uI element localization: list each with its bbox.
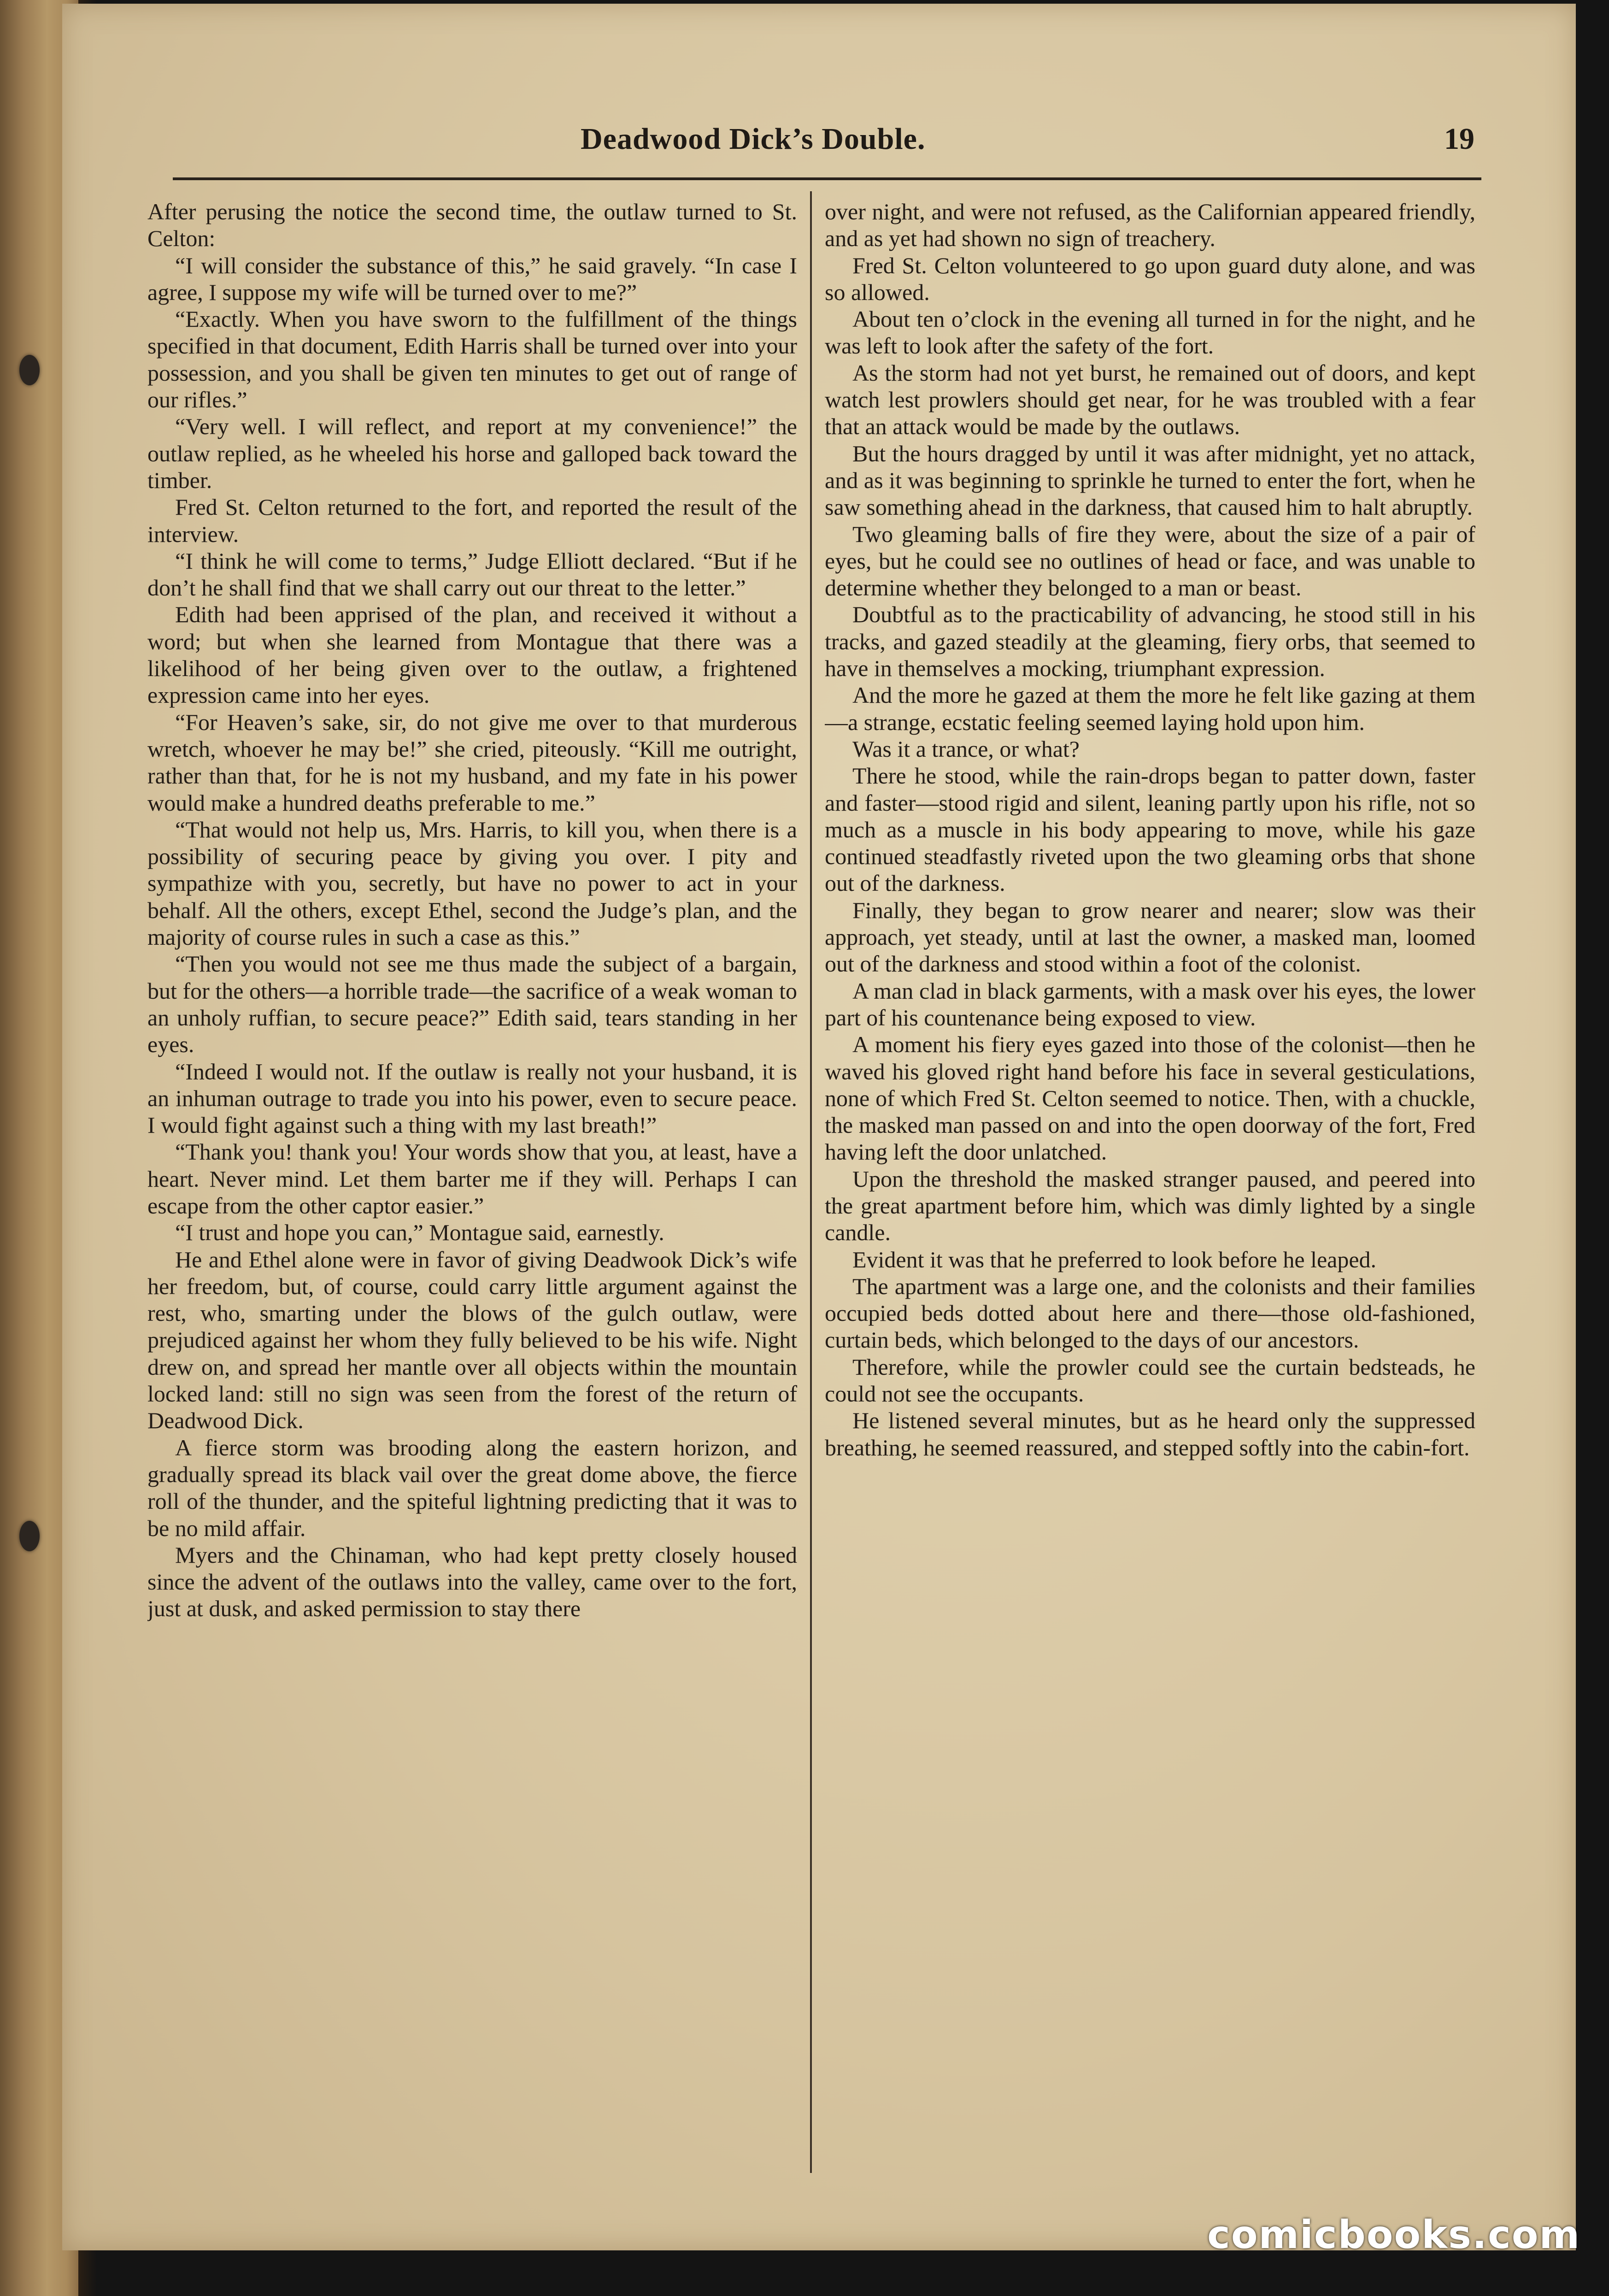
paragraph: But the hours dragged by until it was after midnight, yet no attack, and as it was beginning to sprinkle he turned to enter the fort, when he saw something ahead in the darkness, that caused him to halt abruptly. <box>825 440 1475 520</box>
watermark: comicbooks.com <box>1207 2212 1580 2257</box>
header-rule <box>173 177 1481 180</box>
paragraph: “I think he will come to terms,” Judge Elliott declared. “But if he don’t he shall find that we shall carry out our threat to the letter.” <box>147 548 797 601</box>
paragraph: The apartment was a large one, and the colonists and their families occupied beds dotted about here and there—those old-fashioned, curtain beds, which belonged to the days of our ancestors. <box>825 1273 1475 1353</box>
running-title: Deadwood Dick’s Double. <box>581 122 926 156</box>
paragraph: A fierce storm was brooding along the eastern horizon, and gradually spread its black vail over the great dome above, the fierce roll of the thunder, and the spiteful lightning predicting that it was to be no mild affair. <box>147 1434 797 1541</box>
paragraph: over night, and were not refused, as the Californian appeared friendly, and as yet had shown no sign of treachery. <box>825 199 1475 252</box>
paragraph: Finally, they began to grow nearer and nearer; slow was their approach, yet steady, until at last the owner, a masked man, loomed out of the darkness and stood within a foot of the colonist. <box>825 897 1475 977</box>
right-column <box>825 198 1475 2171</box>
paragraph: After perusing the notice the second time, the outlaw turned to St. Celton: <box>147 199 797 252</box>
paragraph: Edith had been apprised of the plan, and received it without a word; but when she learned from Montague that there was a likelihood of her being given over to the outlaw, a frightened expression came into her eyes. <box>147 601 797 708</box>
paragraph: And the more he gazed at them the more he felt like gazing at them—a strange, ecstatic feeling seemed laying hold upon him. <box>825 682 1475 735</box>
paragraph: Evident it was that he preferred to look before he leaped. <box>852 1246 1377 1272</box>
paragraph: He and Ethel alone were in favor of giving Deadwook Dick’s wife her freedom, but, of course, could carry little argument against the rest, who, smarting under the blows of the gulch outlaw, were prejudiced against her whom they fully believed to be his wife. Night drew on, and spread her mantle over all objects within the mountain locked land: still no sign was seen from the forest of the return of Deadwood Dick. <box>147 1246 797 1434</box>
paragraph: “Indeed I would not. If the outlaw is really not your husband, it is an inhuman outrage to trade you into his power, even to secure peace. I would fight against such a thing with my last breath!” <box>147 1058 797 1138</box>
paragraph: As the storm had not yet burst, he remained out of doors, and kept watch lest prowlers should get near, for he was troubled with a fear that an attack would be made by the outlaws. <box>825 359 1475 440</box>
left-column <box>147 198 797 2171</box>
paragraph: Myers and the Chinaman, who had kept pretty closely housed since the advent of the outlaws into the valley, came over to the fort, just at dusk, and asked permission to stay there <box>147 1542 797 1622</box>
staple-top <box>19 355 40 385</box>
paragraph: Fred St. Celton volunteered to go upon guard duty alone, and was so allowed. <box>825 252 1475 305</box>
paragraph: “Thank you! thank you! Your words show that you, at least, have a heart. Never mind. Let them barter me if they will. Perhaps I can escape from the other captor easier.” <box>147 1139 797 1219</box>
paragraph: Two gleaming balls of fire they were, about the size of a pair of eyes, but he could see no outlines of head or face, and was unable to determine whether they belonged to a man or beast. <box>825 521 1475 601</box>
page-number: 19 <box>1444 122 1474 156</box>
paragraph: Doubtful as to the practicability of advancing, he stood still in his tracks, and gazed steadily at the gleaming, fiery orbs, that seemed to have in themselves a mocking, triumphant expression. <box>825 601 1475 682</box>
paragraph: A moment his fiery eyes gazed into those of the colonist—then he waved his gloved right hand before his face in several gesticulations, none of which Fred St. Celton seemed to notice. Then, with a chuckle, the masked man passed on and into the open doorway of the fort, Fred having left the door unlatched. <box>825 1031 1475 1165</box>
paragraph: Therefore, while the prowler could see the curtain bedsteads, he could not see the occupants. <box>825 1354 1475 1407</box>
paragraph: Upon the threshold the masked stranger paused, and peered into the great apartment before him, which was dimly lighted by a single candle. <box>825 1166 1475 1246</box>
paragraph: “I trust and hope you can,” Montague said, earnestly. <box>175 1219 664 1246</box>
paragraph: About ten o’clock in the evening all turned in for the night, and he was left to look after the safety of the fort. <box>825 306 1475 359</box>
paragraph: “That would not help us, Mrs. Harris, to kill you, when there is a possibility of securing peace by giving you over. I pity and sympathize with you, secretly, but have no power to act in your behalf. All the others, except Ethel, second the Judge’s plan, and the majority of course rules in such a case as this.” <box>147 816 797 950</box>
paragraph: “Exactly. When you have sworn to the fulfillment of the things specified in that document, Edith Harris shall be turned over into your possession, and you shall be given ten minutes to get out of range of our rifles.” <box>147 306 797 413</box>
paragraph: Was it a trance, or what? <box>852 736 1080 762</box>
paragraph: “Then you would not see me thus made the subject of a bargain, but for the others—a horrible trade—the sacrifice of a weak woman to an unholy ruffian, to secure peace?” Edith said, tears standing in her eyes. <box>147 951 797 1058</box>
paragraph: There he stood, while the rain-drops began to patter down, faster and faster—stood rigid and silent, leaning partly upon his rifle, not so much as a muscle in his body appearing to move, while his gaze continued steadfastly riveted upon the two gleaming orbs that shone out of the darkness. <box>825 763 1475 896</box>
paragraph: “For Heaven’s sake, sir, do not give me over to that murderous wretch, whoever he may be!” she cried, piteously. “Kill me outright, rather than that, for he is not my husband, and my fate in his power would make a hundred deaths preferable to me.” <box>147 709 797 816</box>
paragraph: A man clad in black garments, with a mask over his eyes, the lower part of his countenance being exposed to view. <box>825 977 1475 1030</box>
paragraph: “Very well. I will reflect, and report at my convenience!” the outlaw replied, as he wheeled his horse and galloped back toward the timber. <box>147 413 797 493</box>
page-header <box>521 115 1474 171</box>
column-divider <box>810 191 812 2173</box>
paragraph: He listened several minutes, but as he heard only the suppressed breathing, he seemed reassured, and stepped softly into the cabin-fort. <box>825 1407 1475 1460</box>
staple-bottom <box>19 1521 40 1551</box>
paragraph: “I will consider the substance of this,” he said gravely. “In case I agree, I suppose my wife will be turned over to me?” <box>147 252 797 305</box>
paragraph: Fred St. Celton returned to the fort, and reported the result of the interview. <box>147 494 797 547</box>
